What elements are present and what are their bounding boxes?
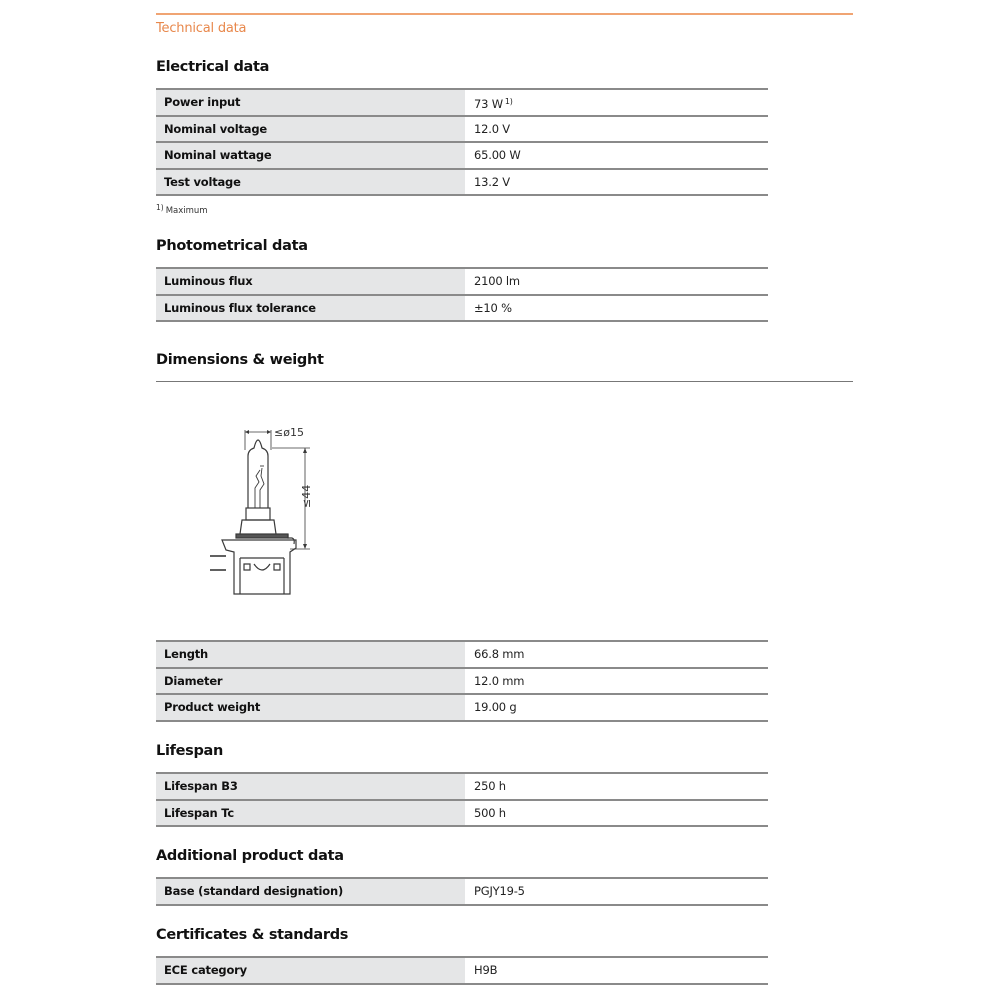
row-label: Luminous flux [156, 269, 465, 294]
additional-data-table [156, 877, 768, 906]
glass-envelope [248, 440, 268, 508]
table-row [156, 695, 768, 722]
table-row [156, 879, 768, 906]
table-row [156, 958, 768, 985]
bulb-collar [240, 520, 276, 534]
filament-lead-left [255, 470, 260, 508]
row-value: 19.00 g [474, 700, 517, 714]
footnote-ref: 1) [504, 97, 513, 106]
row-value: PGJY19-5 [474, 884, 525, 898]
flange-ring [236, 534, 288, 538]
table-row [156, 774, 768, 801]
power-input-value: 73 W [474, 97, 503, 111]
row-label: ECE category [156, 958, 465, 983]
lifespan-heading: Lifespan [156, 743, 224, 759]
row-label: Length [156, 642, 465, 667]
row-label: Diameter [156, 669, 465, 694]
electrical-data-heading: Electrical data [156, 59, 270, 75]
dimensions-table [156, 640, 768, 722]
row-value: 12.0 V [474, 121, 510, 136]
table-row [156, 642, 768, 669]
photometrical-data-table [156, 267, 768, 322]
row-value [465, 90, 768, 115]
row-label: Lifespan Tc [156, 801, 465, 826]
certificates-heading: Certificates & standards [156, 927, 349, 943]
footnote-text: Maximum [165, 206, 208, 216]
table-row [156, 117, 768, 144]
certificates-table [156, 956, 768, 985]
footnote [156, 203, 208, 216]
row-value: 500 h [474, 805, 506, 820]
row-value: 2100 lm [474, 274, 520, 288]
row-value: 13.2 V [474, 174, 510, 189]
row-value: ±10 % [474, 300, 512, 315]
lifespan-table [156, 772, 768, 827]
bulb-drawing [192, 418, 352, 603]
row-label: Test voltage [156, 170, 465, 195]
section-label: Technical data [156, 21, 247, 36]
row-label: Product weight [156, 695, 465, 720]
row-value: H9B [474, 963, 498, 977]
footnote-marker: 1) [156, 203, 164, 212]
table-row [156, 801, 768, 828]
row-value: 65.00 W [474, 148, 521, 162]
table-row [156, 143, 768, 170]
diameter-label: ≤ø15 [274, 426, 304, 439]
table-row [156, 296, 768, 323]
filament-lead-right [260, 468, 264, 508]
row-label: Base (standard designation) [156, 879, 465, 904]
row-label: Nominal wattage [156, 143, 465, 168]
dimensions-rule [156, 381, 853, 382]
table-row [156, 90, 768, 117]
dimensions-heading: Dimensions & weight [156, 352, 324, 368]
row-value: 66.8 mm [474, 647, 525, 661]
row-label: Luminous flux tolerance [156, 296, 465, 321]
table-row [156, 669, 768, 696]
bulb-dimension-diagram [192, 418, 352, 603]
table-row [156, 269, 768, 296]
base-housing [222, 540, 296, 594]
row-label: Lifespan B3 [156, 774, 465, 799]
row-value: 250 h [474, 779, 506, 793]
height-label: ≤44 [300, 484, 313, 508]
additional-data-heading: Additional product data [156, 848, 344, 864]
bulb-neck [246, 508, 270, 520]
row-label: Power input [156, 90, 465, 115]
table-row [156, 170, 768, 197]
electrical-data-table [156, 88, 768, 196]
top-accent-rule [156, 13, 853, 15]
row-label: Nominal voltage [156, 117, 465, 142]
photometrical-data-heading: Photometrical data [156, 238, 308, 254]
row-value: 12.0 mm [474, 673, 525, 688]
